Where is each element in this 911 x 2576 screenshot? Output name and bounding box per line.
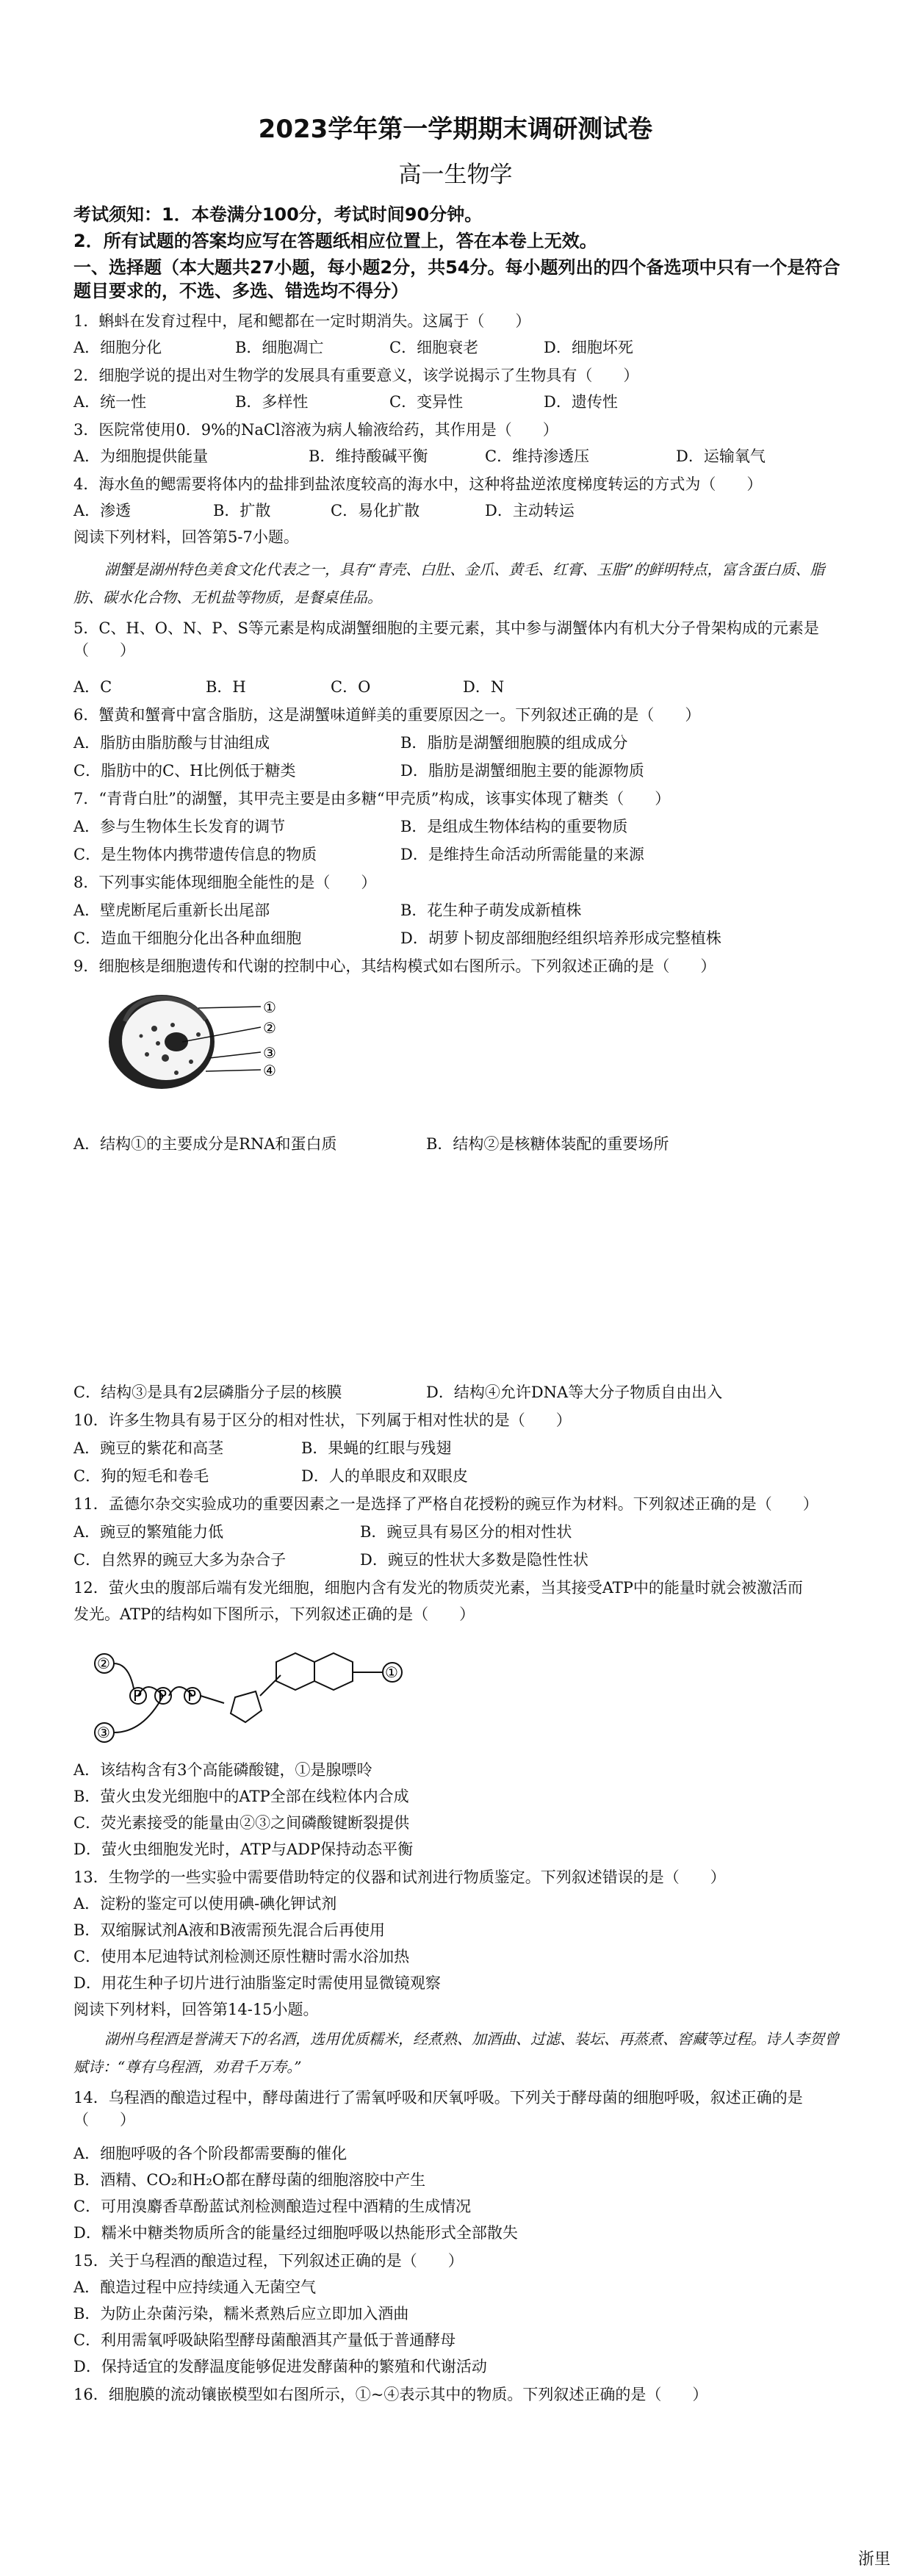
q13-option-a: A．淀粉的鉴定可以使用碘-碘化钾试剂 — [73, 1895, 337, 1913]
q3-option-b: B．维持酸碱平衡 — [309, 447, 428, 465]
q8-stem: 8．下列事实能体现细胞全能性的是（ ） — [73, 874, 377, 891]
q14-stem: 14．乌程酒的酿造过程中，酵母菌进行了需氧呼吸和厌氧呼吸。下列关于酵母菌的细胞呼吸，叙述正确的是（ ） — [73, 2089, 803, 2129]
atp-structure-figure — [88, 1637, 411, 1747]
q1-option-d: D．细胞坏死 — [544, 339, 633, 356]
notice-line-1: 考试须知：1．本卷满分100分，考试时间90分钟。 — [73, 204, 483, 225]
q2-option-d: D．遗传性 — [544, 393, 618, 411]
nucleus-label-2: ② — [263, 1019, 276, 1037]
q3-option-d: D．运输氧气 — [676, 447, 766, 465]
q7-option-b: B．是组成生物体结构的重要物质 — [400, 818, 628, 835]
q1-option-a: A．细胞分化 — [73, 339, 162, 356]
q4-option-c: C．易化扩散 — [331, 502, 420, 519]
q15-option-c: C．利用需氧呼吸缺陷型酵母菌酿酒其产量低于普通酵母 — [73, 2331, 456, 2349]
q2-stem: 2．细胞学说的提出对生物学的发展具有重要意义，该学说揭示了生物具有（ ） — [73, 367, 639, 384]
passage-hu-crab: 湖蟹是湖州特色美食文化代表之一，具有“青壳、白肚、金爪、黄毛、红膏、玉脂”的鲜明特点，富含蛋白质、脂肪、碳水化合物、无机盐等物质，是餐桌佳品。 — [73, 561, 825, 606]
q9-option-c: C．结构③是具有2层磷脂分子层的核膜 — [73, 1384, 342, 1401]
q6-option-a: A．脂肪由脂肪酸与甘油组成 — [73, 734, 270, 752]
q14-option-b: B．酒精、CO₂和H₂O都在酵母菌的细胞溶胶中产生 — [73, 2171, 426, 2189]
nucleus-label-3: ③ — [263, 1044, 276, 1062]
q9-option-a: A．结构①的主要成分是RNA和蛋白质 — [73, 1135, 337, 1153]
q1-option-b: B．细胞凋亡 — [235, 339, 324, 356]
q10-option-d: D．人的单眼皮和双眼皮 — [301, 1467, 468, 1485]
q10-option-c: C．狗的短毛和卷毛 — [73, 1467, 209, 1485]
q10-stem: 10．许多生物具有易于区分的相对性状，下列属于相对性状的是（ ） — [73, 1411, 572, 1429]
atp-phosphate-2: P — [158, 1687, 168, 1705]
q4-stem: 4．海水鱼的鳃需要将体内的盐排到盐浓度较高的海水中，这种将盐逆浓度梯度转运的方式为（ ） — [73, 475, 763, 493]
atp-label-2: ② — [97, 1655, 110, 1672]
q6-option-c: C．脂肪中的C、H比例低于糖类 — [73, 762, 296, 780]
q12-option-c: C．荧光素接受的能量由②③之间磷酸键断裂提供 — [73, 1814, 410, 1832]
q14-option-d: D．糯米中糖类物质所含的能量经过细胞呼吸以热能形式全部散失 — [73, 2224, 518, 2242]
atp-phosphate-3: P — [187, 1687, 197, 1705]
nucleus-figure — [103, 985, 301, 1109]
q9-option-b: B．结构②是核糖体装配的重要场所 — [426, 1135, 669, 1153]
q7-option-c: C．是生物体内携带遗传信息的物质 — [73, 846, 317, 863]
q11-option-d: D．豌豆的性状大多数是隐性性状 — [360, 1551, 588, 1569]
q6-stem: 6．蟹黄和蟹膏中富含脂肪，这是湖蟹味道鲜美的重要原因之一。下列叙述正确的是（ ） — [73, 706, 701, 724]
q10-option-b: B．果蝇的红眼与残翅 — [301, 1439, 452, 1457]
q13-option-c: C．使用本尼迪特试剂检测还原性糖时需水浴加热 — [73, 1948, 410, 1965]
q11-option-c: C．自然界的豌豆大多为杂合子 — [73, 1551, 287, 1569]
q15-option-a: A．酿造过程中应持续通入无菌空气 — [73, 2278, 317, 2296]
q1-stem: 1．蝌蚪在发育过程中，尾和鳃都在一定时期消失。这属于（ ） — [73, 312, 531, 330]
q6-option-b: B．脂肪是湖蟹细胞膜的组成成分 — [400, 734, 628, 752]
q13-stem: 13．生物学的一些实验中需要借助特定的仪器和试剂进行物质鉴定。下列叙述错误的是（ ） — [73, 1868, 726, 1886]
notice-line-2: 2．所有试题的答案均应写在答题纸相应位置上，答在本卷上无效。 — [73, 231, 597, 251]
q11-option-b: B．豌豆具有易区分的相对性状 — [360, 1523, 572, 1541]
q13-option-b: B．双缩脲试剂A液和B液需预先混合后再使用 — [73, 1921, 386, 1939]
q9-stem: 9．细胞核是细胞遗传和代谢的控制中心，其结构模式如右图所示。下列叙述正确的是（ ） — [73, 957, 716, 975]
q12-option-b: B．萤火虫发光细胞中的ATP全部在线粒体内合成 — [73, 1788, 409, 1805]
exam-title: 2023学年第一学期期末调研测试卷 — [258, 115, 653, 144]
q14-option-c: C．可用溴麝香草酚蓝试剂检测酿造过程中酒精的生成情况 — [73, 2198, 472, 2215]
passage-wucheng-wine: 湖州乌程酒是誉满天下的名酒，选用优质糯米，经煮熟、加酒曲、过滤、装坛、再蒸煮、窖藏等过程。诗人李贺曾赋诗：“尊有乌程酒，劝君千万寿。” — [73, 2030, 839, 2076]
q7-stem: 7．“青背白肚”的湖蟹，其甲壳主要是由多糖“甲壳质”构成，该事实体现了糖类（ ） — [73, 790, 671, 807]
q8-option-a: A．壁虎断尾后重新长出尾部 — [73, 902, 270, 919]
nucleus-label-1: ① — [263, 999, 276, 1016]
q3-option-c: C．维持渗透压 — [485, 447, 590, 465]
q2-option-a: A．统一性 — [73, 393, 147, 411]
q5-stem: 5．C、H、O、N、P、S等元素是构成湖蟹细胞的主要元素，其中参与湖蟹体内有机大分子骨架构成的元素是（ ） — [73, 619, 819, 659]
q4-option-b: B．扩散 — [213, 502, 271, 519]
q5-option-a: A．C — [73, 678, 112, 696]
q15-option-b: B．为防止杂菌污染，糯米煮熟后应立即加入酒曲 — [73, 2305, 409, 2323]
q5-option-d: D．N — [463, 678, 505, 696]
q14-option-a: A．细胞呼吸的各个阶段都需要酶的催化 — [73, 2145, 348, 2162]
q3-option-a: A．为细胞提供能量 — [73, 447, 209, 465]
q1-option-c: C．细胞衰老 — [389, 339, 479, 356]
atp-label-3: ③ — [97, 1724, 110, 1741]
section-heading: 一、选择题（本大题共27小题，每小题2分，共54分。每小题列出的四个备选项中只有一个是符合题目要求的，不选、多选、错选均不得分） — [73, 257, 840, 301]
q12-option-a: A．该结构含有3个高能磷酸键，①是腺嘌呤 — [73, 1761, 372, 1779]
q4-option-a: A．渗透 — [73, 502, 132, 519]
q11-stem: 11．孟德尔杂交实验成功的重要因素之一是选择了严格自花授粉的豌豆作为材料。下列叙述正确的是（ ） — [73, 1495, 818, 1513]
q2-option-b: B．多样性 — [235, 393, 309, 411]
q10-option-a: A．豌豆的紫花和高茎 — [73, 1439, 224, 1457]
q6-option-d: D．脂肪是湖蟹细胞主要的能源物质 — [400, 762, 644, 780]
q11-option-a: A．豌豆的繁殖能力低 — [73, 1523, 224, 1541]
atp-label-1: ① — [385, 1663, 398, 1681]
footer-mark: 浙里 — [857, 2550, 890, 2569]
q8-option-c: C．造血干细胞分化出各种血细胞 — [73, 929, 302, 947]
q7-option-a: A．参与生物体生长发育的调节 — [73, 818, 286, 835]
q12-option-d: D．萤火虫细胞发光时，ATP与ADP保持动态平衡 — [73, 1841, 414, 1858]
q12-stem-line-1: 12．萤火虫的腹部后端有发光细胞，细胞内含有发光的物质荧光素，当其接受ATP中的能量时就会被激活而 — [73, 1579, 803, 1597]
q15-stem: 15．关于乌程酒的酿造过程，下列叙述正确的是（ ） — [73, 2252, 464, 2270]
exam-subtitle: 高一生物学 — [398, 162, 513, 188]
atp-phosphate-1: P — [133, 1687, 143, 1705]
q13-option-d: D．用花生种子切片进行油脂鉴定时需使用显微镜观察 — [73, 1974, 441, 1992]
q12-stem-line-2: 发光。ATP的结构如下图所示，下列叙述正确的是（ ） — [73, 1605, 475, 1623]
q7-option-d: D．是维持生命活动所需能量的来源 — [400, 846, 644, 863]
q8-option-d: D．胡萝卜韧皮部细胞经组织培养形成完整植株 — [400, 929, 721, 947]
q5-option-c: C．O — [331, 678, 371, 696]
q5-option-b: B．H — [206, 678, 246, 696]
reading-instruction-14-15: 阅读下列材料，回答第14-15小题。 — [73, 2001, 319, 2018]
reading-instruction-5-7: 阅读下列材料，回答第5-7小题。 — [73, 528, 299, 546]
q16-stem: 16．细胞膜的流动镶嵌模型如右图所示，①~④表示其中的物质。下列叙述正确的是（ ） — [73, 2386, 708, 2403]
nucleus-label-4: ④ — [263, 1062, 276, 1079]
q8-option-b: B．花生种子萌发成新植株 — [400, 902, 582, 919]
q9-option-d: D．结构④允许DNA等大分子物质自由出入 — [426, 1384, 723, 1401]
q3-stem: 3．医院常使用0．9%的NaCl溶液为病人输液给药，其作用是（ ） — [73, 421, 558, 439]
q2-option-c: C．变异性 — [389, 393, 464, 411]
q15-option-d: D．保持适宜的发酵温度能够促进发酵菌种的繁殖和代谢活动 — [73, 2358, 487, 2375]
q4-option-d: D．主动转运 — [485, 502, 575, 519]
